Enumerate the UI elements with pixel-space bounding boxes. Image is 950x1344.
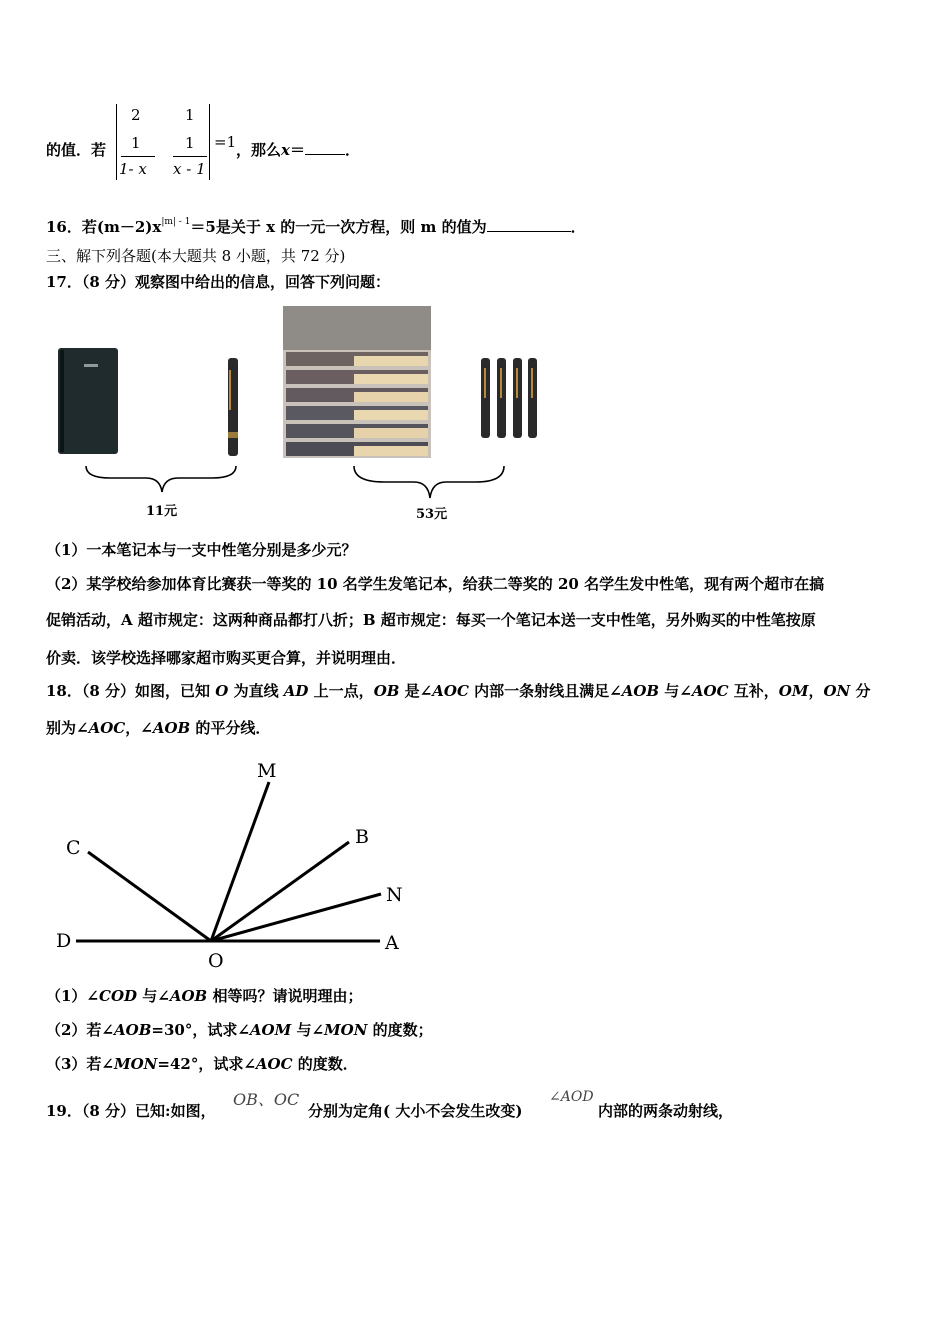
q19-angle: ∠AOD <box>549 1089 594 1105</box>
q15-suffix: ，那么x＝ ． <box>236 141 360 159</box>
det-den1: 1- x <box>119 160 147 178</box>
label-C: C <box>66 837 81 859</box>
q17-sub2-line1: （2）某学校给参加体育比赛获一等奖的 10 名学生发笔记本，给获二等奖的 20 名学生发中性笔，现有两个超市在搞 <box>46 575 825 593</box>
label-A: A <box>385 932 399 954</box>
frac-bar-1 <box>121 156 155 157</box>
price-53: 53元 <box>416 507 448 522</box>
q17-sub2-line3: 价卖．该学校选择哪家超市购买更合算，并说明理由． <box>46 649 407 667</box>
brace-left <box>86 466 236 492</box>
q15-eq: =1 <box>214 133 237 151</box>
det-num1: 1 <box>131 134 141 152</box>
det-num2: 1 <box>185 134 195 152</box>
q18-line2: 别为∠AOC，∠AOB 的平分线． <box>46 719 271 737</box>
q17-sub2-line2: 促销活动，A 超市规定：这两种商品都打八折；B 超市规定：每买一个笔记本送一支中性笔，另外购买的中性笔按原 <box>46 611 816 629</box>
brace-right <box>354 466 504 498</box>
notebook-image <box>58 348 118 454</box>
det-r1c1: 2 <box>131 106 141 124</box>
det-r1c2: 1 <box>185 106 195 124</box>
det-den2: x - 1 <box>173 160 206 178</box>
label-D: D <box>56 930 72 952</box>
q17-figure <box>0 300 950 525</box>
price-11: 11元 <box>146 504 178 519</box>
q15-prefix: 的值．若 <box>46 141 107 159</box>
label-M: M <box>257 760 277 782</box>
q18-sub2: （2）若∠AOB=30°，试求∠AOM 与∠MON 的度数； <box>46 1021 433 1039</box>
four-pens-image <box>481 358 537 438</box>
q19-rays: OB、OC <box>233 1090 300 1109</box>
q17-title: 17．（8 分）观察图中给出的信息，回答下列问题： <box>46 273 391 291</box>
section-3-heading: 三、解下列各题(本大题共 8 小题，共 72 分) <box>46 247 346 265</box>
q17-sub1: （1）一本笔记本与一支中性笔分别是多少元？ <box>46 541 357 559</box>
q18-line1: 18．（8 分）如图，已知 O 为直线 AD 上一点，OB 是∠AOC 内部一条射线且满足∠AOB 与∠AOC 互补，OM，ON 分 <box>46 682 871 700</box>
q18-sub1: （1）∠COD 与∠AOB 相等吗？请说明理由； <box>46 987 363 1005</box>
label-N: N <box>386 884 403 906</box>
pen-image <box>228 358 238 456</box>
notebook-stack-image <box>283 306 431 458</box>
ray-OC <box>88 852 211 941</box>
frac-bar-2 <box>173 156 207 157</box>
q16: 16．若$(m-2)x^{|m| - 1}=5$是关于 x 的一元一次方程，则 m 的值为 ． <box>46 217 586 236</box>
q19-start: 19．（8 分）已知:如图， <box>46 1102 216 1120</box>
ray-OB <box>211 842 349 941</box>
determinant <box>116 104 210 180</box>
angle-diagram <box>0 755 450 975</box>
label-O: O <box>208 950 224 972</box>
q18-sub3: （3）若∠MON=42°，试求∠AOC 的度数． <box>46 1055 358 1073</box>
q19-end: 内部的两条动射线， <box>598 1102 734 1120</box>
q19-middle: 分别为定角( 大小不会发生改变) <box>308 1102 523 1120</box>
label-B: B <box>355 826 369 848</box>
ray-ON <box>211 894 381 941</box>
ray-OM <box>211 782 269 941</box>
